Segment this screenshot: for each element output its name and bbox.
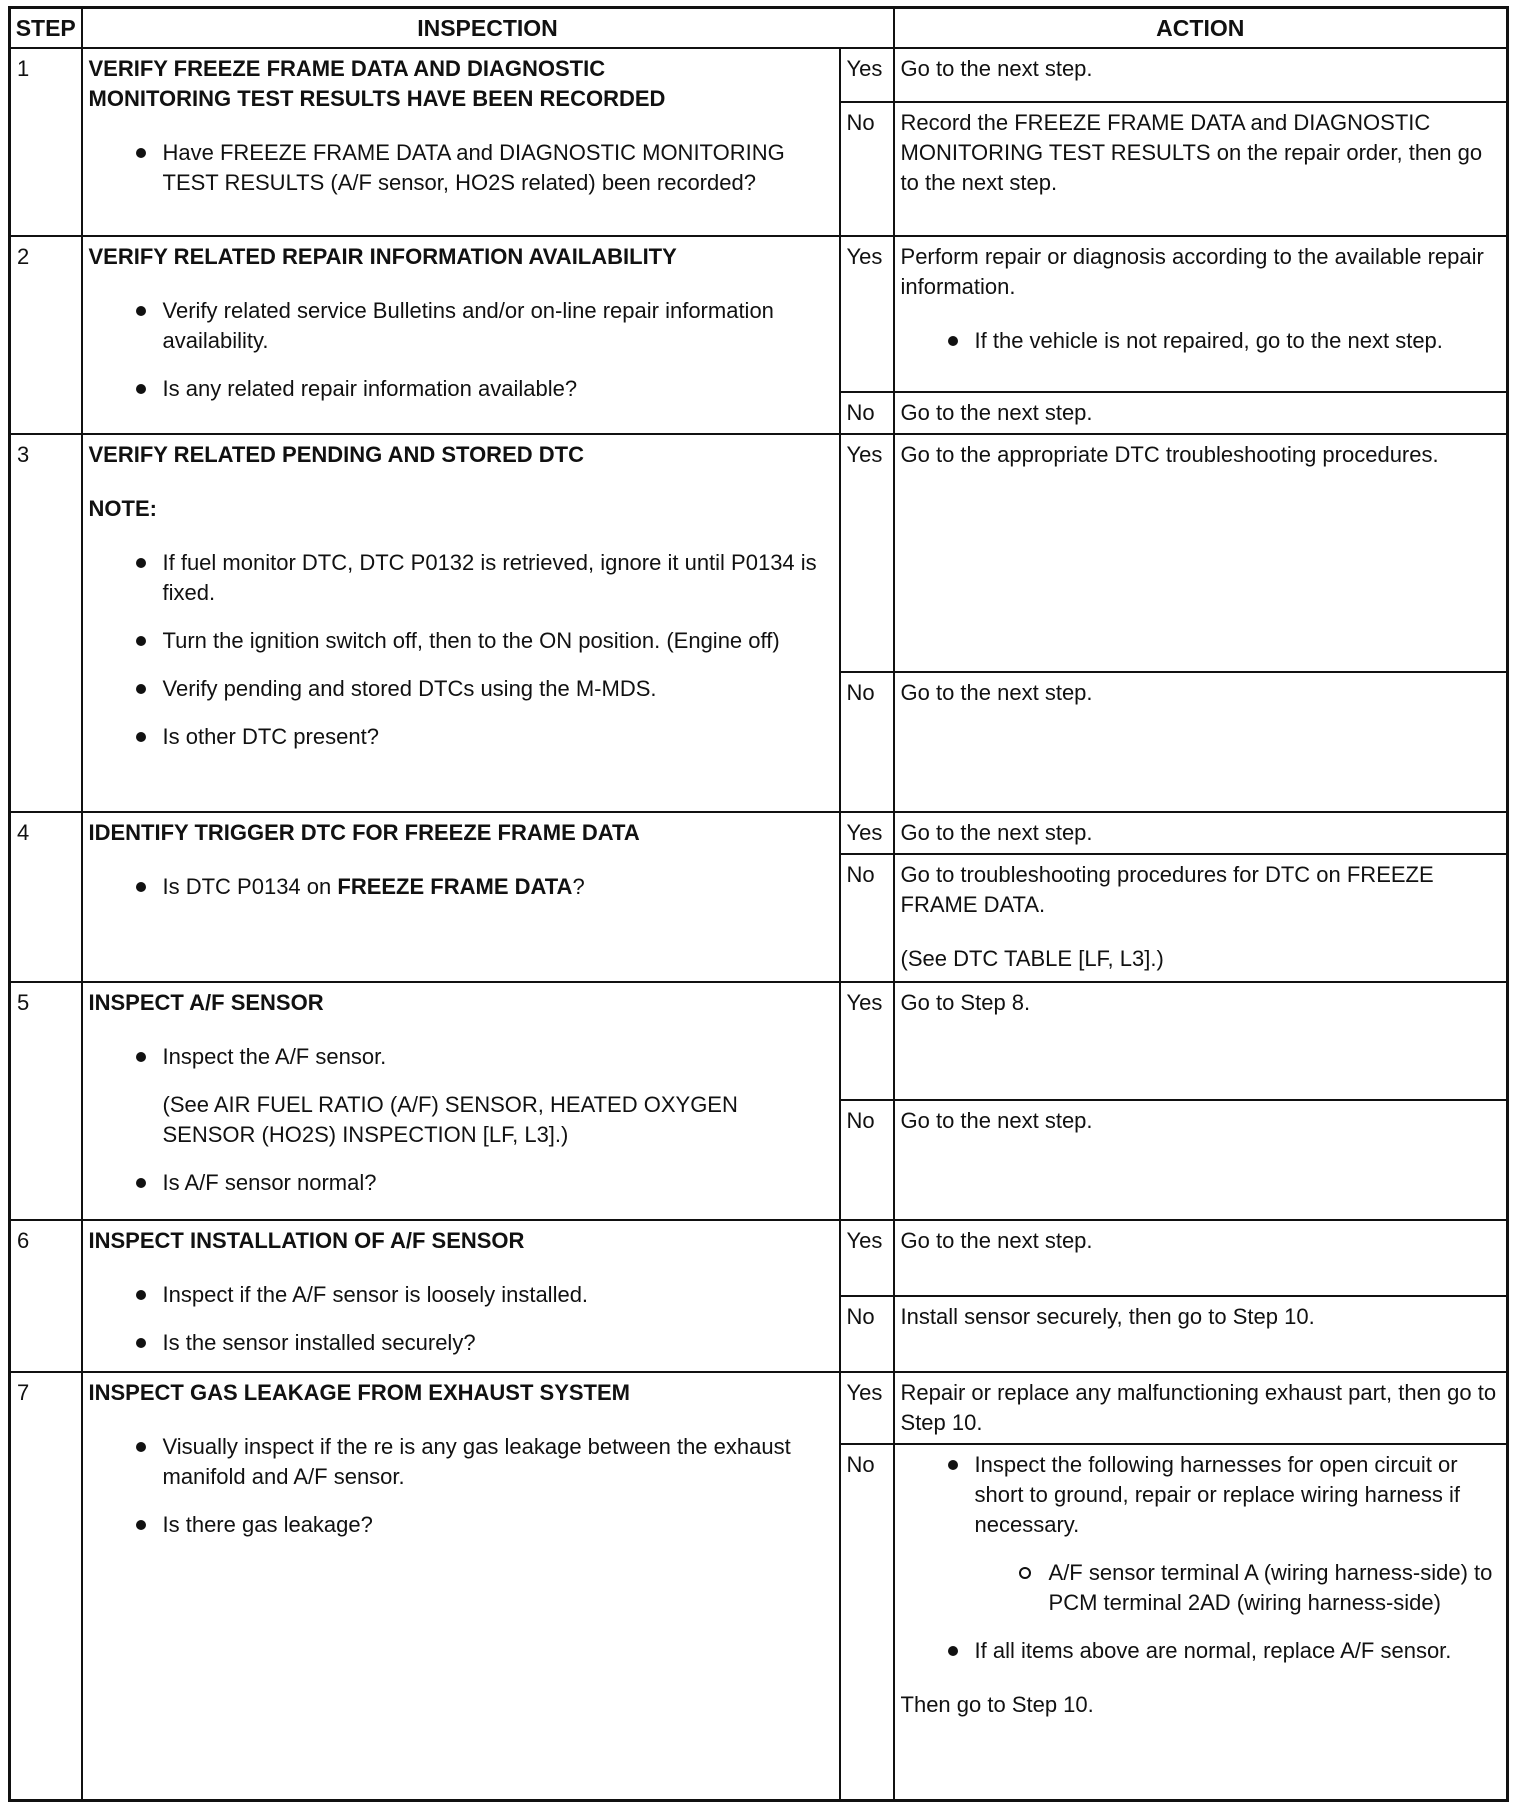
- step-7-yes-row: [10, 1372, 1508, 1444]
- bullet-item: If the vehicle is not repaired, go to the next step.: [901, 326, 1501, 356]
- bullet-item: Is DTC P0134 on FREEZE FRAME DATA?: [89, 872, 833, 902]
- step-6-inspection: [82, 1220, 840, 1372]
- bullet-item: Inspect the A/F sensor.: [89, 1042, 833, 1072]
- yes-label: Yes: [840, 48, 894, 102]
- diagnostic-table: [8, 6, 1509, 1802]
- bullet-item: Inspect if the A/F sensor is loosely installed.: [89, 1280, 833, 1310]
- yes-action-cell: [894, 236, 1508, 392]
- bullet-item: Is there gas leakage?: [89, 1510, 833, 1540]
- bullet-item: Is any related repair information available?: [89, 374, 833, 404]
- bullet-item: Inspect the following harnesses for open circuit or short to ground, repair or replace wiring harness if necessary. A/F sensor terminal A (wiring harness-side) to PCM terminal 2AD (wiring harness-side): [901, 1450, 1501, 1618]
- yes-label: Yes: [840, 434, 894, 672]
- step-3-inspection: [82, 434, 840, 812]
- yes-action: Go to the next step.: [894, 1220, 1508, 1296]
- step-number: 2: [10, 236, 82, 434]
- no-label: No: [840, 854, 894, 982]
- yes-label: Yes: [840, 236, 894, 392]
- no-action-cell: [894, 1444, 1508, 1800]
- reference-text: (See AIR FUEL RATIO (A/F) SENSOR, HEATED OXYGEN SENSOR (HO2S) INSPECTION [LF, L3].): [162, 1092, 738, 1147]
- header-row: [10, 8, 1508, 49]
- step-title: VERIFY FREEZE FRAME DATA AND DIAGNOSTIC MONITORING TEST RESULTS HAVE BEEN RECORDED: [88, 56, 666, 111]
- yes-label: Yes: [840, 1372, 894, 1444]
- step-7-inspection: [82, 1372, 840, 1800]
- final-instruction: Then go to Step 10.: [900, 1692, 1094, 1717]
- step-number: 1: [10, 48, 82, 236]
- step-2-inspection: [82, 236, 840, 434]
- bullet-item: Have FREEZE FRAME DATA and DIAGNOSTIC MONITORING TEST RESULTS (A/F sensor, HO2S related) been recorded?: [89, 138, 833, 198]
- step-1-yes-row: [10, 48, 1508, 102]
- step-5-yes-row: [10, 982, 1508, 1100]
- step-title: VERIFY RELATED PENDING AND STORED DTC: [88, 442, 584, 467]
- bullet-item: If fuel monitor DTC, DTC P0132 is retrieved, ignore it until P0134 is fixed.: [89, 548, 833, 608]
- step-number: 5: [10, 982, 82, 1220]
- inspection-header: INSPECTION: [82, 8, 894, 49]
- bullet-item: Is other DTC present?: [89, 722, 833, 752]
- step-3-yes-row: [10, 434, 1508, 672]
- no-action: Record the FREEZE FRAME DATA and DIAGNOSTIC MONITORING TEST RESULTS on the repair order, then go to the next step.: [894, 102, 1508, 236]
- step-title: INSPECT A/F SENSOR: [88, 990, 324, 1015]
- step-number: 7: [10, 1372, 82, 1800]
- yes-action: Go to Step 8.: [894, 982, 1508, 1100]
- bullet-item: Verify pending and stored DTCs using the M-MDS.: [89, 674, 833, 704]
- bullet-item: Turn the ignition switch off, then to the ON position. (Engine off): [89, 626, 833, 656]
- step-4-yes-row: [10, 812, 1508, 854]
- step-1-inspection: [82, 48, 840, 236]
- yes-action: Repair or replace any malfunctioning exhaust part, then go to Step 10.: [894, 1372, 1508, 1444]
- no-action: Install sensor securely, then go to Step 10.: [894, 1296, 1508, 1372]
- yes-label: Yes: [840, 812, 894, 854]
- no-action: Go to troubleshooting procedures for DTC on FREEZE FRAME DATA.: [900, 862, 1434, 917]
- reference-link: (See DTC TABLE [LF, L3].): [900, 946, 1164, 971]
- step-title: INSPECT INSTALLATION OF A/F SENSOR: [88, 1228, 525, 1253]
- step-title: INSPECT GAS LEAKAGE FROM EXHAUST SYSTEM: [88, 1380, 630, 1405]
- no-label: No: [840, 1296, 894, 1372]
- no-action-cell: [894, 854, 1508, 982]
- bullet-item: If all items above are normal, replace A/F sensor.: [901, 1636, 1501, 1666]
- note-label: NOTE:: [88, 496, 157, 521]
- bullet-item: Is the sensor installed securely?: [89, 1328, 833, 1358]
- step-number: 6: [10, 1220, 82, 1372]
- bullet-item: Verify related service Bulletins and/or on-line repair information availability.: [89, 296, 833, 356]
- yes-action: Go to the next step.: [894, 48, 1508, 102]
- bullet-item: Is A/F sensor normal?: [89, 1168, 833, 1198]
- step-6-yes-row: [10, 1220, 1508, 1296]
- action-header: ACTION: [894, 8, 1508, 49]
- no-label: No: [840, 1444, 894, 1800]
- step-title: IDENTIFY TRIGGER DTC FOR FREEZE FRAME DATA: [88, 820, 640, 845]
- no-label: No: [840, 392, 894, 434]
- yes-action: Perform repair or diagnosis according to the available repair information.: [900, 244, 1484, 299]
- no-label: No: [840, 102, 894, 236]
- step-number: 3: [10, 434, 82, 812]
- no-action: Go to the next step.: [894, 1100, 1508, 1220]
- bullet-item: Visually inspect if the re is any gas leakage between the exhaust manifold and A/F sensor.: [89, 1432, 833, 1492]
- step-2-yes-row: [10, 236, 1508, 392]
- step-number: 4: [10, 812, 82, 982]
- no-label: No: [840, 1100, 894, 1220]
- yes-action: Go to the appropriate DTC troubleshooting procedures.: [894, 434, 1508, 672]
- no-action: Go to the next step.: [894, 392, 1508, 434]
- no-label: No: [840, 672, 894, 812]
- yes-label: Yes: [840, 1220, 894, 1296]
- sub-bullet-item: A/F sensor terminal A (wiring harness-side) to PCM terminal 2AD (wiring harness-side): [975, 1558, 1501, 1618]
- no-action: Go to the next step.: [894, 672, 1508, 812]
- step-title: VERIFY RELATED REPAIR INFORMATION AVAILABILITY: [88, 244, 677, 269]
- step-header: STEP: [10, 8, 82, 49]
- yes-label: Yes: [840, 982, 894, 1100]
- step-4-inspection: [82, 812, 840, 982]
- step-5-inspection: [82, 982, 840, 1220]
- yes-action: Go to the next step.: [894, 812, 1508, 854]
